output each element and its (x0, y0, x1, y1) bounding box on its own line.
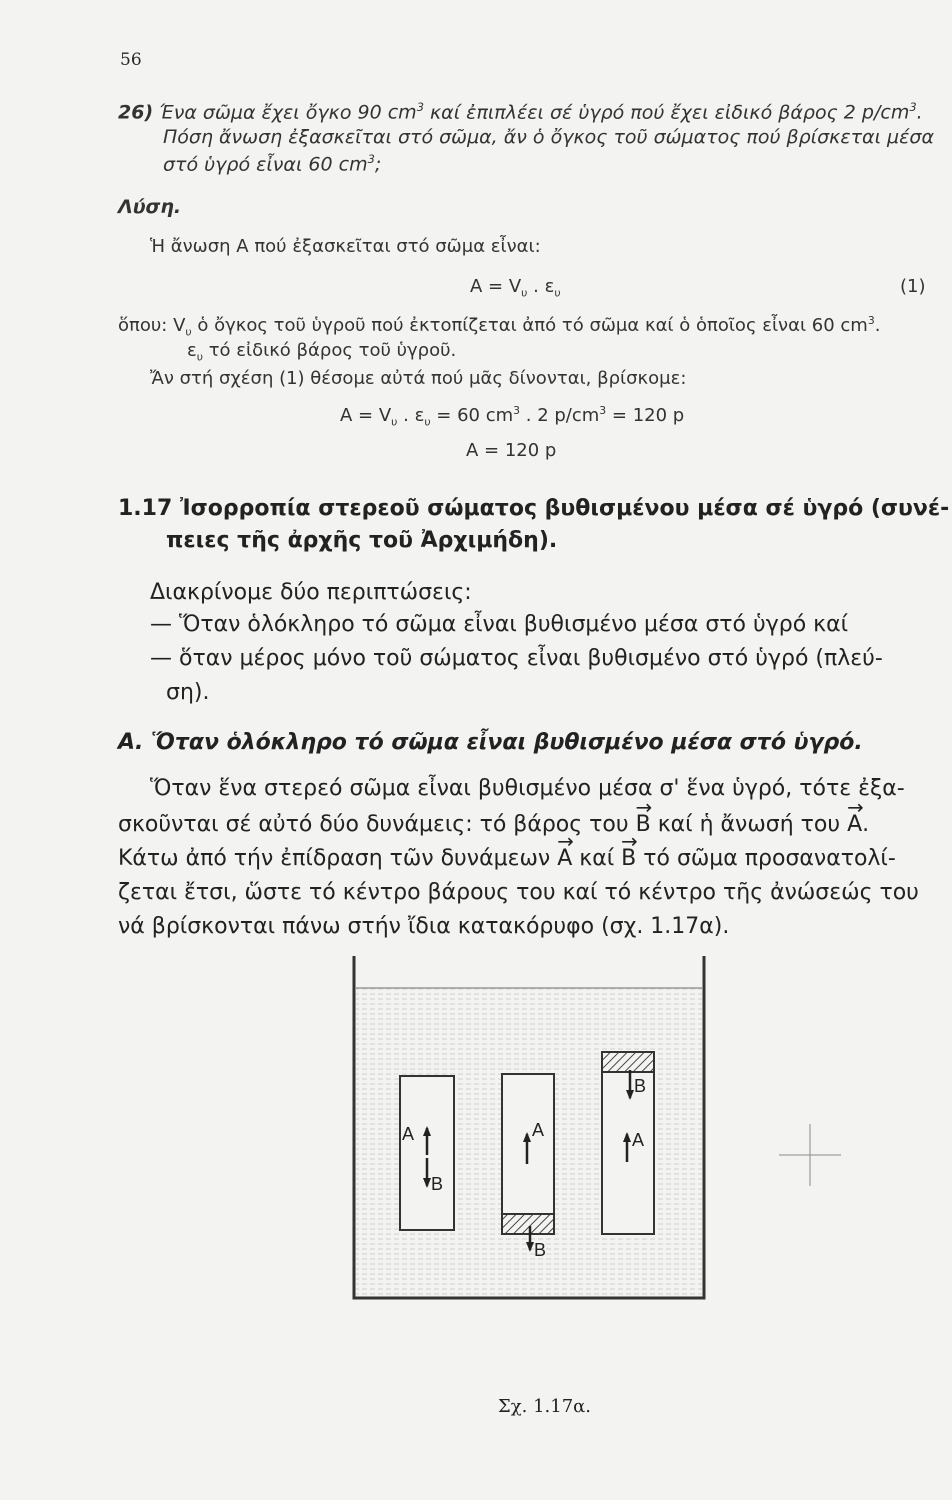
body-2-label-A: A (532, 1120, 545, 1140)
eq1-a: A = V (470, 276, 522, 297)
equation-3: A = 120 p (466, 440, 557, 461)
eq1-sub-b: υ (554, 286, 561, 300)
solution-intro: Ἡ ἄνωση Α πού ἐξασκεῖται στό σῶμα εἶναι: (150, 236, 541, 257)
where-line-1 (118, 314, 880, 339)
figure-caption: Σχ. 1.17α. (498, 1396, 592, 1417)
problem-line-2: Πόση ἄνωση ἐξασκεῖται στό σῶμα, ἄν ὁ ὄγκος τοῦ σώματος πού βρίσκεται μέσα (163, 126, 934, 148)
problem-line-3 (163, 152, 381, 175)
section-heading-line-2: πειες τῆς ἀρχῆς τοῦ Ἀρχιμήδη). (166, 528, 558, 553)
paragraph-line-3 (118, 846, 896, 871)
problem-sup-2: 3 (909, 100, 917, 114)
paragraph-line-5: νά βρίσκονται πάνω στήν ἴδια κατακόρυφο (σχ. 1.17α). (118, 914, 730, 939)
problem-text-3a: στό ὑγρό εἶναι 60 cm (163, 153, 368, 176)
eq1-b: . ε (527, 276, 555, 297)
eq2-b: . ε (397, 405, 425, 426)
eq2-a: A = V (340, 405, 392, 426)
substitution-line: Ἄν στή σχέση (1) θέσομε αὐτά πού μᾶς δίνονται, βρίσκομε: (150, 368, 687, 389)
section-title-1: Ἰσορροπία στερεοῦ σώματος βυθισμένου μέσα σέ ὑγρό (συνέ- (179, 496, 950, 521)
problem-text-3b: ; (374, 153, 382, 176)
eq2-c: = 60 cm (430, 405, 514, 426)
vector-B: → B (636, 812, 651, 837)
where1-c: . (874, 315, 881, 336)
p2-c: . (862, 812, 870, 837)
p3-a: Κάτω ἀπό τήν ἐπίδραση τῶν δυνάμεων (118, 846, 558, 871)
body-3-label-B: B (634, 1076, 647, 1096)
problem-number: 26) (118, 101, 154, 124)
page-number: 56 (120, 50, 142, 70)
where1-sup: 3 (867, 314, 875, 327)
where2-sub: υ (196, 350, 203, 364)
p2-a: σκοῦνται σέ αὐτό δύο δυνάμεις: τό βάρος του (118, 812, 636, 837)
body-2-heavy-part (502, 1214, 554, 1234)
case-1: — Ὅταν ὁλόκληρο τό σῶμα εἶναι βυθισμένο μέσα στό ὑγρό καί (150, 612, 849, 637)
eq2-sub-b: υ (424, 415, 431, 429)
eq2-sup-a: 3 (513, 404, 521, 417)
vector-A: → A (847, 812, 862, 837)
equation-2 (340, 404, 684, 429)
body-3-label-A: A (632, 1130, 645, 1150)
equation-number: (1) (900, 276, 926, 297)
problem-sup-1: 3 (416, 100, 424, 114)
paragraph-line-4: ζεται ἔτσι, ὥστε τό κέντρο βάρους του καί τό κέντρο τῆς ἀνώσεώς του (118, 880, 919, 905)
section-number: 1.17 (118, 496, 173, 521)
vector-A-2: → A (557, 846, 572, 871)
where1-a: ὅπου: V (118, 315, 186, 336)
problem-sup-3: 3 (367, 152, 375, 166)
eq2-e: = 120 p (606, 405, 685, 426)
section-heading-line-1 (118, 496, 949, 521)
p3-c: τό σῶμα προσανατολί- (636, 846, 896, 871)
equation-1 (470, 276, 561, 300)
p3-b: καί (572, 846, 622, 871)
where2-a: ε (187, 340, 197, 361)
cases-intro: Διακρίνομε δύο περιπτώσεις: (150, 580, 472, 605)
eq2-sup-b: 3 (599, 404, 607, 417)
problem-text-1b: καί ἐπιπλέει σέ ὑγρό πού ἔχει εἰδικό βάρος 2 p/cm (423, 101, 910, 124)
paragraph-line-2 (118, 812, 869, 837)
body-1-label-B: B (431, 1174, 444, 1194)
eq2-sub-a: υ (391, 415, 398, 429)
problem-text-1c: . (916, 101, 923, 124)
where1-b: ὁ ὄγκος τοῦ ὑγροῦ πού ἐκτοπίζεται ἀπό τό σῶμα καί ὁ ὁποῖος εἶναι 60 cm (191, 315, 868, 336)
case-2-line-1: — ὅταν μέρος μόνο τοῦ σώματος εἶναι βυθισμένο στό ὑγρό (πλεύ- (150, 646, 883, 671)
body-2-label-B: B (534, 1240, 547, 1260)
solution-label: Λύση. (118, 196, 182, 218)
case-2-line-2: ση). (166, 680, 210, 705)
subsection-title: Α. Ὅταν ὁλόκληρο τό σῶμα εἶναι βυθισμένο μέσα στό ὑγρό. (118, 730, 863, 755)
eq2-d: . 2 p/cm (520, 405, 600, 426)
problem-text-1a: Ένα σῶμα ἔχει ὄγκο 90 cm (159, 101, 417, 124)
paragraph-line-1: Ὅταν ἕνα στερεό σῶμα εἶναι βυθισμένο μέσα σ' ἕνα ὑγρό, τότε ἐξα- (150, 776, 905, 801)
vector-B-2: → B (621, 846, 636, 871)
where-line-2 (187, 340, 456, 364)
where1-sub: υ (185, 325, 192, 339)
eq1-sub-a: υ (521, 286, 528, 300)
body-3-heavy-part (602, 1052, 654, 1072)
body-1-label-A: A (402, 1124, 415, 1144)
problem-line-1 (118, 100, 923, 123)
p2-b: καί ἡ ἄνωσή του (650, 812, 848, 837)
figure-1-17a (330, 950, 730, 1350)
registration-mark (775, 1120, 845, 1190)
where2-b: τό εἰδικό βάρος τοῦ ὑγροῦ. (202, 340, 457, 361)
